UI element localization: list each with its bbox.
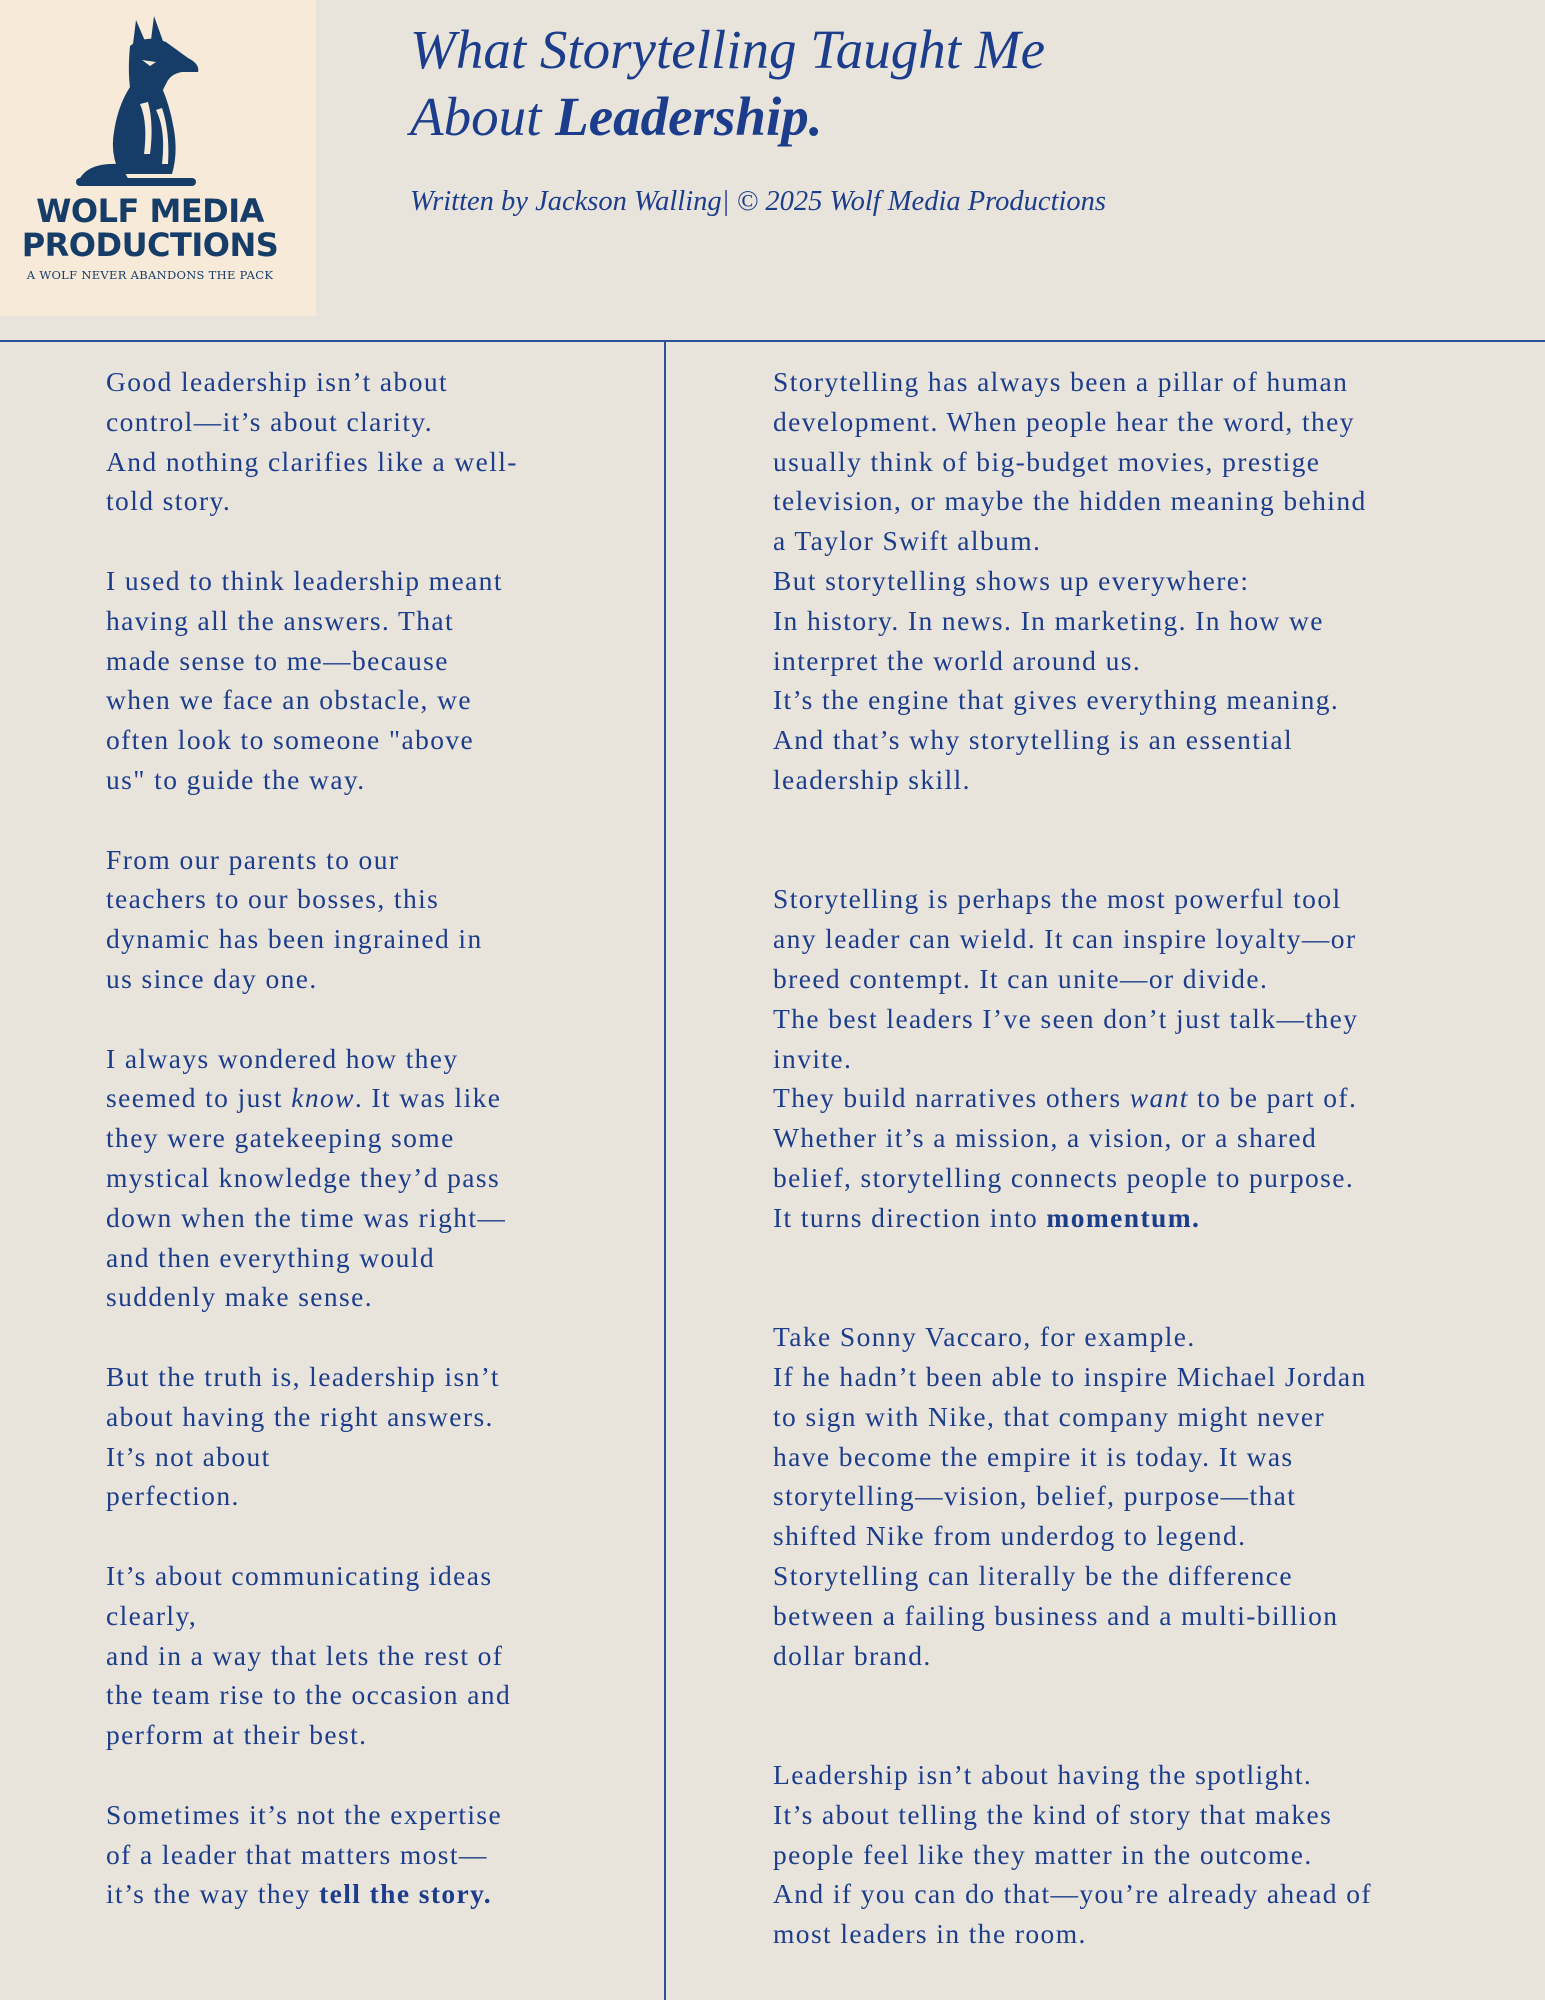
text-line: about having the right answers. [106, 1400, 494, 1432]
title-line2 [410, 83, 1410, 150]
text-line: Take Sonny Vaccaro, for example. [773, 1321, 1196, 1353]
text-line: the team rise to the occasion and [106, 1679, 512, 1711]
text-line: a Taylor Swift album. [773, 525, 1042, 557]
logo-name-line2: PRODUCTIONS [21, 226, 279, 264]
header-divider [0, 340, 1545, 342]
text-line: Whether it’s a mission, a vision, or a shared [773, 1122, 1318, 1154]
text-line: I used to think leadership meant [106, 565, 503, 596]
text-line [773, 1198, 1200, 1238]
text-line: between a failing business and a multi-billion [773, 1599, 1339, 1631]
text-line: told story. [106, 485, 232, 517]
text-line: From our parents to our [106, 843, 400, 875]
text-run: seemed to just [106, 1082, 292, 1114]
text-line: breed contempt. It can unite—or divide. [773, 963, 1269, 994]
column-divider [664, 341, 666, 2000]
emphasis-bold: tell the story. [319, 1878, 493, 1910]
text-line: And nothing clarifies like a well- [106, 445, 518, 477]
byline: Written by Jackson Walling| © 2025 Wolf Media Productions [410, 186, 1107, 217]
text-line: I always wondered how they [106, 1042, 459, 1074]
text-line: Good leadership isn’t about [106, 366, 449, 397]
page-title [410, 16, 1410, 150]
text-line [106, 1078, 501, 1118]
text-line: Leadership isn’t about having the spotlight. [773, 1759, 1313, 1790]
text-line: perfection. [106, 1480, 240, 1512]
text-line: having all the answers. That [106, 604, 454, 636]
text-line: often look to someone "above [106, 724, 475, 756]
text-line: and in a way that lets the rest of [106, 1639, 504, 1671]
text-line: they were gatekeeping some [106, 1122, 455, 1154]
text-line: down when the time was right— [106, 1201, 507, 1233]
text-line [106, 1874, 492, 1914]
emphasis-italic: know [291, 1082, 355, 1114]
text-line: mystical knowledge they’d pass [106, 1162, 501, 1193]
text-line: Sometimes it’s not the expertise [106, 1798, 503, 1830]
text-line: dollar brand. [773, 1639, 932, 1671]
text-line: storytelling—vision, belief, purpose—that [773, 1480, 1297, 1512]
text-line: made sense to me—because [106, 644, 449, 676]
text-run: . It was like [354, 1082, 502, 1114]
text-line: leadership skill. [773, 764, 971, 795]
text-line: to sign with Nike, that company might never [773, 1400, 1326, 1432]
text-line: television, or maybe the hidden meaning behind [773, 485, 1367, 517]
text-run: They build narratives others [773, 1082, 1130, 1114]
text-line: But storytelling shows up everywhere: [773, 565, 1250, 596]
wolf-icon [70, 14, 220, 189]
text-line: It’s about telling the kind of story that makes [773, 1798, 1333, 1830]
text-line: perform at their best. [106, 1719, 368, 1751]
text-line: development. When people hear the word, they [773, 405, 1355, 437]
logo-name-line1: WOLF MEDIA [36, 192, 264, 230]
text-line: control—it’s about clarity. [106, 405, 433, 437]
text-line: suddenly make sense. [106, 1281, 374, 1313]
text-line: Storytelling has always been a pillar of human [773, 366, 1349, 397]
text-line [773, 1078, 1357, 1118]
text-run: it’s the way they [106, 1878, 320, 1910]
text-line: people feel like they matter in the outcome. [773, 1838, 1313, 1870]
text-line: It’s the engine that gives everything meaning. [773, 684, 1340, 716]
title-line2-prefix: About [410, 86, 556, 147]
text-line: Storytelling can literally be the difference [773, 1560, 1294, 1591]
text-line: It’s not about [106, 1440, 271, 1472]
text-line: If he hadn’t been able to inspire Michael Jordan [773, 1361, 1367, 1392]
text-line: It’s about communicating ideas [106, 1560, 493, 1591]
text-line: any leader can wield. It can inspire loyalty—or [773, 923, 1357, 955]
text-line: clearly, [106, 1599, 198, 1631]
text-line: And that’s why storytelling is an essential [773, 724, 1294, 756]
title-line1: What Storytelling Taught Me [410, 19, 1046, 80]
text-line: usually think of big-budget movies, prestige [773, 445, 1321, 477]
text-line: interpret the world around us. [773, 644, 1142, 676]
title-line2-bold: Leadership. [555, 86, 823, 147]
text-line: The best leaders I’ve seen don’t just talk—they [773, 1002, 1359, 1034]
text-line: invite. [773, 1042, 853, 1074]
text-line: most leaders in the room. [773, 1918, 1087, 1950]
text-line: when we face an obstacle, we [106, 684, 472, 716]
logo [0, 0, 316, 316]
text-line: And if you can do that—you’re already ahead of [773, 1878, 1372, 1910]
text-line: Storytelling is perhaps the most powerful tool [773, 883, 1342, 915]
text-line: belief, storytelling connects people to purpose. [773, 1162, 1355, 1193]
text-line: of a leader that matters most— [106, 1838, 488, 1870]
text-line: In history. In news. In marketing. In how we [773, 604, 1324, 636]
text-line: teachers to our bosses, this [106, 883, 440, 915]
emphasis-italic: want [1129, 1082, 1189, 1114]
logo-tagline: A WOLF NEVER ABANDONS THE PACK [26, 268, 274, 282]
text-line: dynamic has been ingrained in [106, 923, 483, 955]
text-line: shifted Nike from underdog to legend. [773, 1520, 1247, 1552]
text-line: But the truth is, leadership isn’t [106, 1361, 500, 1392]
text-line: have become the empire it is today. It was [773, 1440, 1294, 1472]
text-line: us" to guide the way. [106, 764, 366, 795]
text-line: us since day one. [106, 963, 318, 994]
text-run: to be part of. [1188, 1082, 1358, 1114]
text-run: It turns direction into [773, 1201, 1047, 1233]
text-line: and then everything would [106, 1241, 436, 1273]
emphasis-bold: momentum. [1046, 1201, 1201, 1233]
